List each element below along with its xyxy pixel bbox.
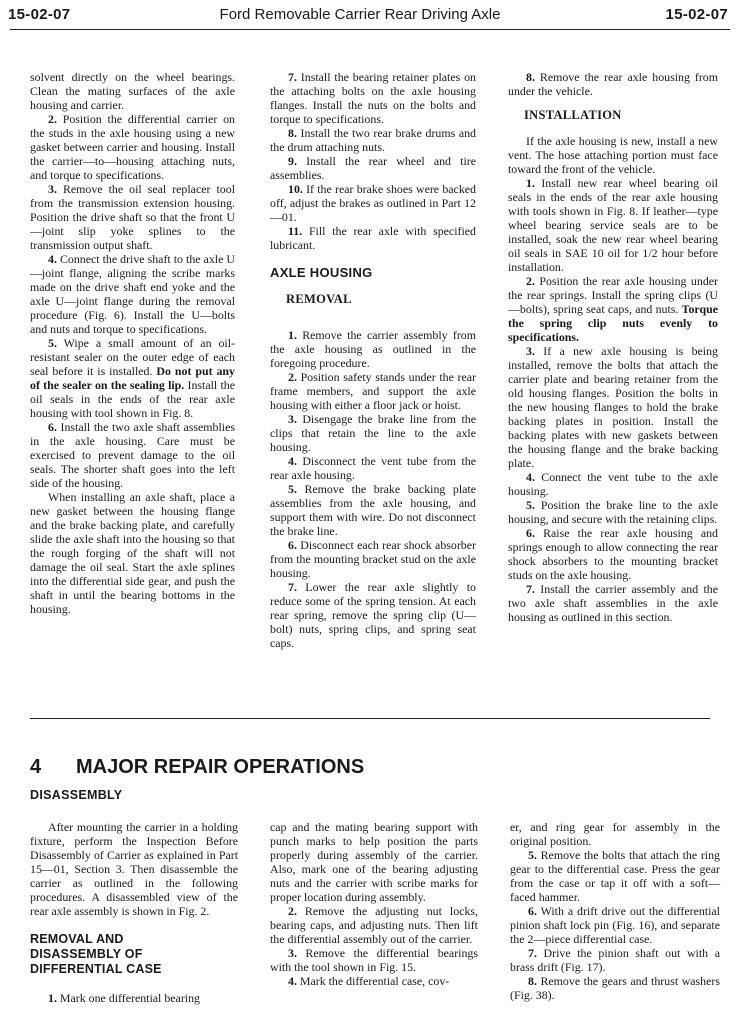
section-number: 4 [30, 756, 42, 778]
step-3: 3. Remove the oil seal replacer tool from the transmission extension housing. Position the drive shaft so that the front U—joint slip yoke splines to the transmission output shaft. [30, 182, 235, 252]
bottom-column-1 [30, 820, 238, 1005]
removal-step-5: 5. Remove the brake backing plate assemblies from the axle housing, and support them with wire. Do not disconnect the brake line. [270, 482, 476, 538]
step-8: 8. Install the two rear brake drums and the drum attaching nuts. [270, 126, 476, 154]
heading-removal: REMOVAL [286, 292, 352, 306]
disassembly-step-5: 5. Remove the bolts that attach the ring gear to the differential case. Press the gear from the case or tap it off with a soft—faced hammer. [510, 848, 720, 904]
section-heading [30, 756, 364, 779]
step-9: 9. Install the rear wheel and tire assemblies. [270, 154, 476, 182]
step-5: 5. Wipe a small amount of an oil-resistant sealer on the outer edge of each seal before it is installed. Do not put any of the sealer on the sealing lip. Install the oil seals in the ends of the rear axle housing with tool shown in Fig. 8. [30, 336, 235, 420]
page-title: Ford Removable Carrier Rear Driving Axle [219, 6, 501, 23]
step-11: 11. Fill the rear axle with specified lubricant. [270, 224, 476, 252]
subsection-disassembly: DISASSEMBLY [30, 788, 123, 802]
top-column-1 [30, 70, 235, 616]
disassembly-step-4: 4. Mark the differential case, cov- [288, 974, 450, 988]
disassembly-step-8: 8. Remove the gears and thrust washers (Fig. 38). [510, 974, 720, 1002]
installation-step-4: 4. Connect the vent tube to the axle housing. [508, 470, 718, 498]
heading-installation: INSTALLATION [524, 108, 622, 122]
removal-step-4: 4. Disconnect the vent tube from the rear axle housing. [270, 454, 476, 482]
heading-axle-housing: AXLE HOUSING [270, 265, 373, 280]
page-number-right: 15-02-07 [665, 6, 728, 23]
paragraph-axle-shaft: When installing an axle shaft, place a new gasket between the housing flange and the brake backing plate, and carefully slide the axle shaft into the housing so that the rough forging of the shaft will not damage the oil seal. Start the axle splines into the differential side gear, and push the shaft in until the bearing bottoms in the housing. [30, 490, 235, 616]
disassembly-step-2: 2. Remove the adjusting nut locks, bearing caps, and adjusting nuts. Then lift the differential assembly out of the carrier. [270, 904, 478, 946]
paragraph: er, and ring gear for assembly in the original position. [510, 820, 720, 848]
disassembly-step-6: 6. With a drift drive out the differential pinion shaft lock pin (Fig. 16), and separate the 2—piece differential case. [510, 904, 720, 946]
removal-step-7: 7. Lower the rear axle slightly to reduce some of the spring tension. At each rear spring, remove the spring clip (U—bolt) nuts, spring clips, and spring seat caps. [270, 580, 476, 650]
removal-step-6: 6. Disconnect each rear shock absorber from the mounting bracket stud on the axle housing. [270, 538, 476, 580]
section-divider [30, 718, 710, 719]
disassembly-step-7: 7. Drive the pinion shaft out with a brass drift (Fig. 17). [510, 946, 720, 974]
disassembly-intro: After mounting the carrier in a holding fixture, perform the Inspection Before Disassembly of Carrier as explained in Part 15—01, Section 3. Then disassemble the carrier as outlined in the following procedures. A disassembled view of the rear axle assembly is shown in Fig. 2. [30, 820, 238, 918]
page-number-left: 15-02-07 [8, 6, 71, 23]
top-column-2 [270, 70, 476, 650]
installation-step-6: 6. Raise the rear axle housing and springs enough to allow connecting the rear shock absorbers to the mounting bracket studs on the axle housing. [508, 526, 718, 582]
step-6: 6. Install the two axle shaft assemblies in the axle housing. Care must be exercised to prevent damage to the oil seals. The shorter shaft goes into the left side of the housing. [30, 420, 235, 490]
paragraph: solvent directly on the wheel bearings. Clean the mating surfaces of the axle housing and carrier. [30, 70, 235, 112]
paragraph: cap and the mating bearing support with punch marks to help position the parts properly during assembly of the carrier. Also, mark one of the bearing adjusting nuts and the carrier with scribe marks for proper location during assembly. [270, 820, 478, 904]
installation-intro: If the axle housing is new, install a new vent. The hose attaching portion must face toward the front of the vehicle. [508, 134, 718, 176]
installation-step-2: 2. Position the rear axle housing under the rear springs. Install the spring clips (U—bolts), spring seat caps, and nuts. Torque the spring clip nuts evenly to specifications. [508, 274, 718, 344]
installation-step-7: 7. Install the carrier assembly and the two axle shaft assemblies in the axle housing as outlined in this section. [508, 582, 718, 624]
page-header [0, 4, 740, 30]
installation-step-5: 5. Position the brake line to the axle housing, and secure with the retaining clips. [508, 498, 718, 526]
step-2: 2. Position the differential carrier on the studs in the axle housing using a new gasket between carrier and housing. Install the carrier—to—housing attaching nuts, and torque to specifications. [30, 112, 235, 182]
removal-step-1: 1. Remove the carrier assembly from the axle housing as outlined in the foregoing procedure. [270, 328, 476, 370]
top-column-3 [508, 70, 718, 624]
step-10: 10. If the rear brake shoes were backed off, adjust the brakes as outlined in Part 12—01. [270, 182, 476, 224]
header-rule [10, 29, 730, 30]
step-4: 4. Connect the drive shaft to the axle U—joint flange, aligning the scribe marks made on the drive shaft end yoke and the axle U—joint flange during the removal procedure (Fig. 6). Install the U—bolts and nuts and torque to specifications. [30, 252, 235, 336]
bottom-column-3 [510, 820, 720, 1002]
removal-step-2: 2. Position safety stands under the rear frame members, and support the axle housing with either a floor jack or hoist. [270, 370, 476, 412]
installation-step-3: 3. If a new axle housing is being installed, remove the bolts that attach the carrier plate and bearing retainer from the old housing flanges. Position the bolts in the new housing flanges to hold the brake backing plates in position. Install the backing plates with new gaskets between the housing flange and the brake backing plate. [508, 344, 718, 470]
disassembly-step-3: 3. Remove the differential bearings with the tool shown in Fig. 15. [270, 946, 478, 974]
section-title: MAJOR REPAIR OPERATIONS [76, 756, 365, 778]
disassembly-step-1: 1. Mark one differential bearing [48, 991, 200, 1005]
step-7: 7. Install the bearing retainer plates on the attaching bolts on the axle housing flanges. Install the nuts on the bolts and torque to specifications. [270, 70, 476, 126]
installation-step-1: 1. Install new rear wheel bearing oil seals in the ends of the rear axle housing with tools shown in Fig. 8. If leather—type wheel bearing service seals are to be installed, soak the new rear wheel bearing oil seals in SAE 10 oil for 1/2 hour before installation. [508, 176, 718, 274]
bottom-column-2 [270, 820, 478, 988]
removal-step-3: 3. Disengage the brake line from the clips that retain the line to the axle housing. [270, 412, 476, 454]
removal-step-8: 8. Remove the rear axle housing from under the vehicle. [508, 70, 718, 98]
heading-removal-disassembly: REMOVAL AND DISASSEMBLY OF DIFFERENTIAL CASE [30, 932, 162, 976]
